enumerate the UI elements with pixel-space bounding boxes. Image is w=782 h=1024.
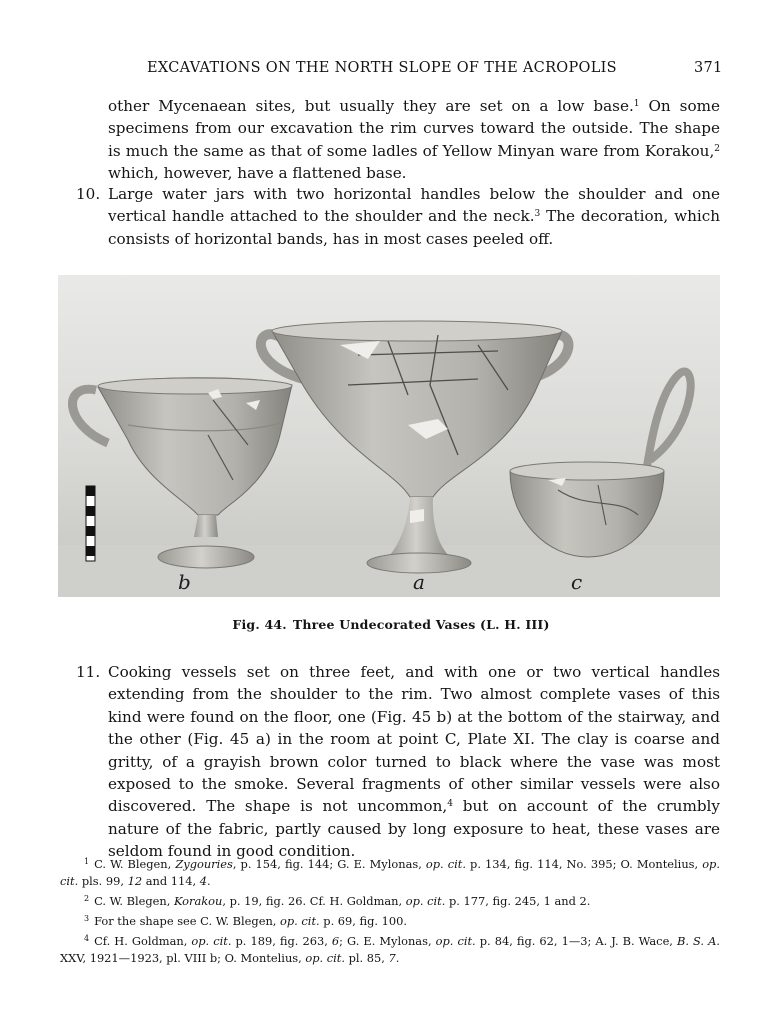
footnote-ref-2[interactable]: 2 — [714, 143, 720, 154]
running-title: EXCAVATIONS ON THE NORTH SLOPE OF THE ACROPOLIS — [147, 60, 617, 76]
figure-44-photo — [58, 275, 720, 597]
footnote-4: $^4$ Cf. H. Goldman, op. cit. p. 189, fig. 263, 6; G. E. Mylonas, op. cit. p. 84, fig. 62, 1—3; A. J. B. Wace, B. S. A. XXV, 1921—1923, pl. VIII b; O. Montelius, op. cit. pl. 85, 7. — [60, 934, 720, 965]
running-header — [0, 60, 782, 80]
vase-b-handle — [73, 389, 108, 443]
item-11-number: 11. — [76, 663, 101, 681]
item-11-paragraph: Cooking vessels set on three feet, and with one or two vertical handles extending from the shoulder to the rim. Two almost complete vases of this kind were found on the floor, one (Fig. 45 b) at the bottom of the stairway, and the other (Fig. 45 a) in the room at point C, Plate XI. The clay is coarse and gritty, of a grayish brown color turned to black where the vase was most exposed to the smoke. Several fragments of other similar vessels were also discovered. The shape is not uncommon,$^4$ but on account of the crumbly nature of the fabric, partly caused by long exposure to heat, these vases are seldom found in good condition. — [108, 663, 720, 861]
label-c: c — [571, 570, 583, 594]
item-10-number: 10. — [76, 185, 101, 203]
figure-caption — [0, 617, 782, 632]
label-b: b — [178, 570, 191, 594]
footnote-2: $^2$ C. W. Blegen, Korakou, p. 19, fig. 26. Cf. H. Goldman, op. cit. p. 177, fig. 245, 1 and 2. — [84, 894, 591, 908]
footnotes — [60, 853, 720, 967]
vase-c — [510, 371, 691, 557]
footnote-1: $^1$ C. W. Blegen, Zygouries, p. 154, fig. 144; G. E. Mylonas, op. cit. p. 134, fig. 114, No. 395; O. Montelius, op. cit. pls. 99, 12 and 114, 4. — [60, 857, 720, 888]
footnote-3: $^3$ For the shape see C. W. Blegen, op. cit. p. 69, fig. 100. — [84, 914, 408, 928]
figure-number: Fig. 44. — [232, 617, 287, 632]
footnote-ref-4[interactable]: 4 — [447, 799, 453, 810]
footnote-ref-1[interactable]: 1 — [633, 99, 640, 109]
footnote-ref-3[interactable]: 3 — [534, 209, 541, 220]
page-number: 371 — [694, 60, 723, 76]
figure-title: Three Undecorated Vases (L. H. III) — [292, 617, 550, 632]
vase-a — [261, 321, 569, 573]
continuation-paragraph: other Mycenaean sites, but usually they are set on a low base.$^1$ On some specimens from our excavation the rim curves toward the outside. The shape is much the same as that of some ladles of Yellow Minyan ware from Korakou,$^2$ which, however, have a flattened base. — [108, 97, 720, 183]
vase-b — [73, 378, 292, 568]
scale-bar — [86, 486, 95, 561]
label-a: a — [413, 570, 425, 594]
three-vases-illustration — [58, 275, 720, 597]
item-10-paragraph: Large water jars with two horizontal handles below the shoulder and one vertical handle attached to the shoulder and the neck.$^3$ The decoration, which consists of horizontal bands, has in most cases peeled off. — [108, 185, 720, 248]
